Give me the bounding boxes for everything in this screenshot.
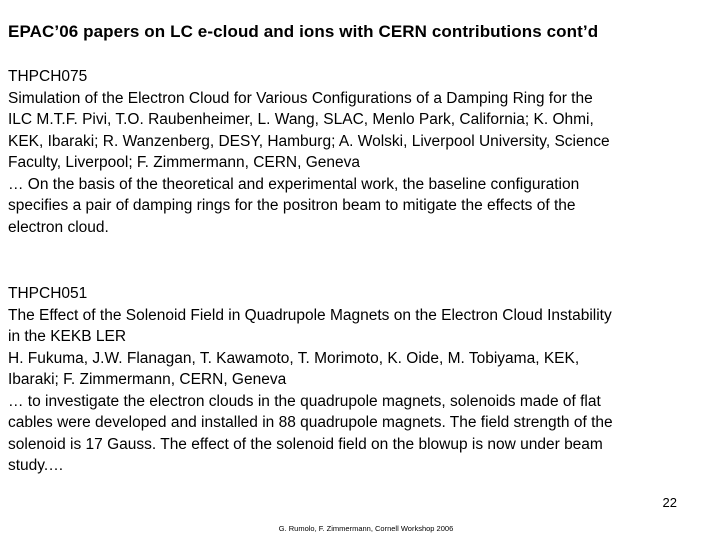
paper-text-line: Simulation of the Electron Cloud for Various Configurations of a Damping Ring for the (8, 89, 593, 107)
paper-text-line: in the KEKB LER (8, 328, 127, 345)
paper-text-line: cables were developed and installed in 88 quadrupole magnets. The field strength of the (8, 414, 613, 431)
paper-text-line: … On the basis of the theoretical and experimental work, the baseline configuration (8, 175, 580, 193)
slide-footer: G. Rumolo, F. Zimmermann, Cornell Workshop 2006 (278, 524, 454, 533)
paper-text-line: Ibaraki; F. Zimmermann, CERN, Geneva (8, 371, 287, 388)
paper-text-line: KEK, Ibaraki; R. Wanzenberg, DESY, Hamburg; A. Wolski, Liverpool University, Science (8, 132, 610, 150)
paper-text-line: study.… (8, 457, 64, 474)
paper-text-line: specifies a pair of damping rings for the positron beam to mitigate the effects of the (8, 197, 576, 214)
page-number: 22 (662, 495, 677, 510)
paper-id: THPCH075 (8, 68, 88, 85)
paper-entry-thpch075 (8, 66, 716, 238)
paper-text-line: The Effect of the Solenoid Field in Quadrupole Magnets on the Electron Cloud Instability (8, 306, 612, 324)
paper-text-line: ILC M.T.F. Pivi, T.O. Raubenheimer, L. Wang, SLAC, Menlo Park, California; K. Ohmi, (8, 111, 594, 128)
paper-text-line: electron cloud. (8, 218, 109, 236)
paper-text-line: … to investigate the electron clouds in the quadrupole magnets, solenoids made of flat (8, 392, 601, 410)
paper-text-line: H. Fukuma, J.W. Flanagan, T. Kawamoto, T. Morimoto, K. Oide, M. Tobiyama, KEK, (8, 349, 580, 367)
paper-text-line: solenoid is 17 Gauss. The effect of the solenoid field on the blowup is now under beam (8, 435, 603, 453)
paper-entry-thpch051 (8, 283, 716, 477)
paper-id: THPCH051 (8, 285, 88, 302)
slide-title: EPAC’06 papers on LC e-cloud and ions with CERN contributions cont’d (8, 22, 599, 41)
paper-text-line: Faculty, Liverpool; F. Zimmermann, CERN, Geneva (8, 154, 361, 171)
